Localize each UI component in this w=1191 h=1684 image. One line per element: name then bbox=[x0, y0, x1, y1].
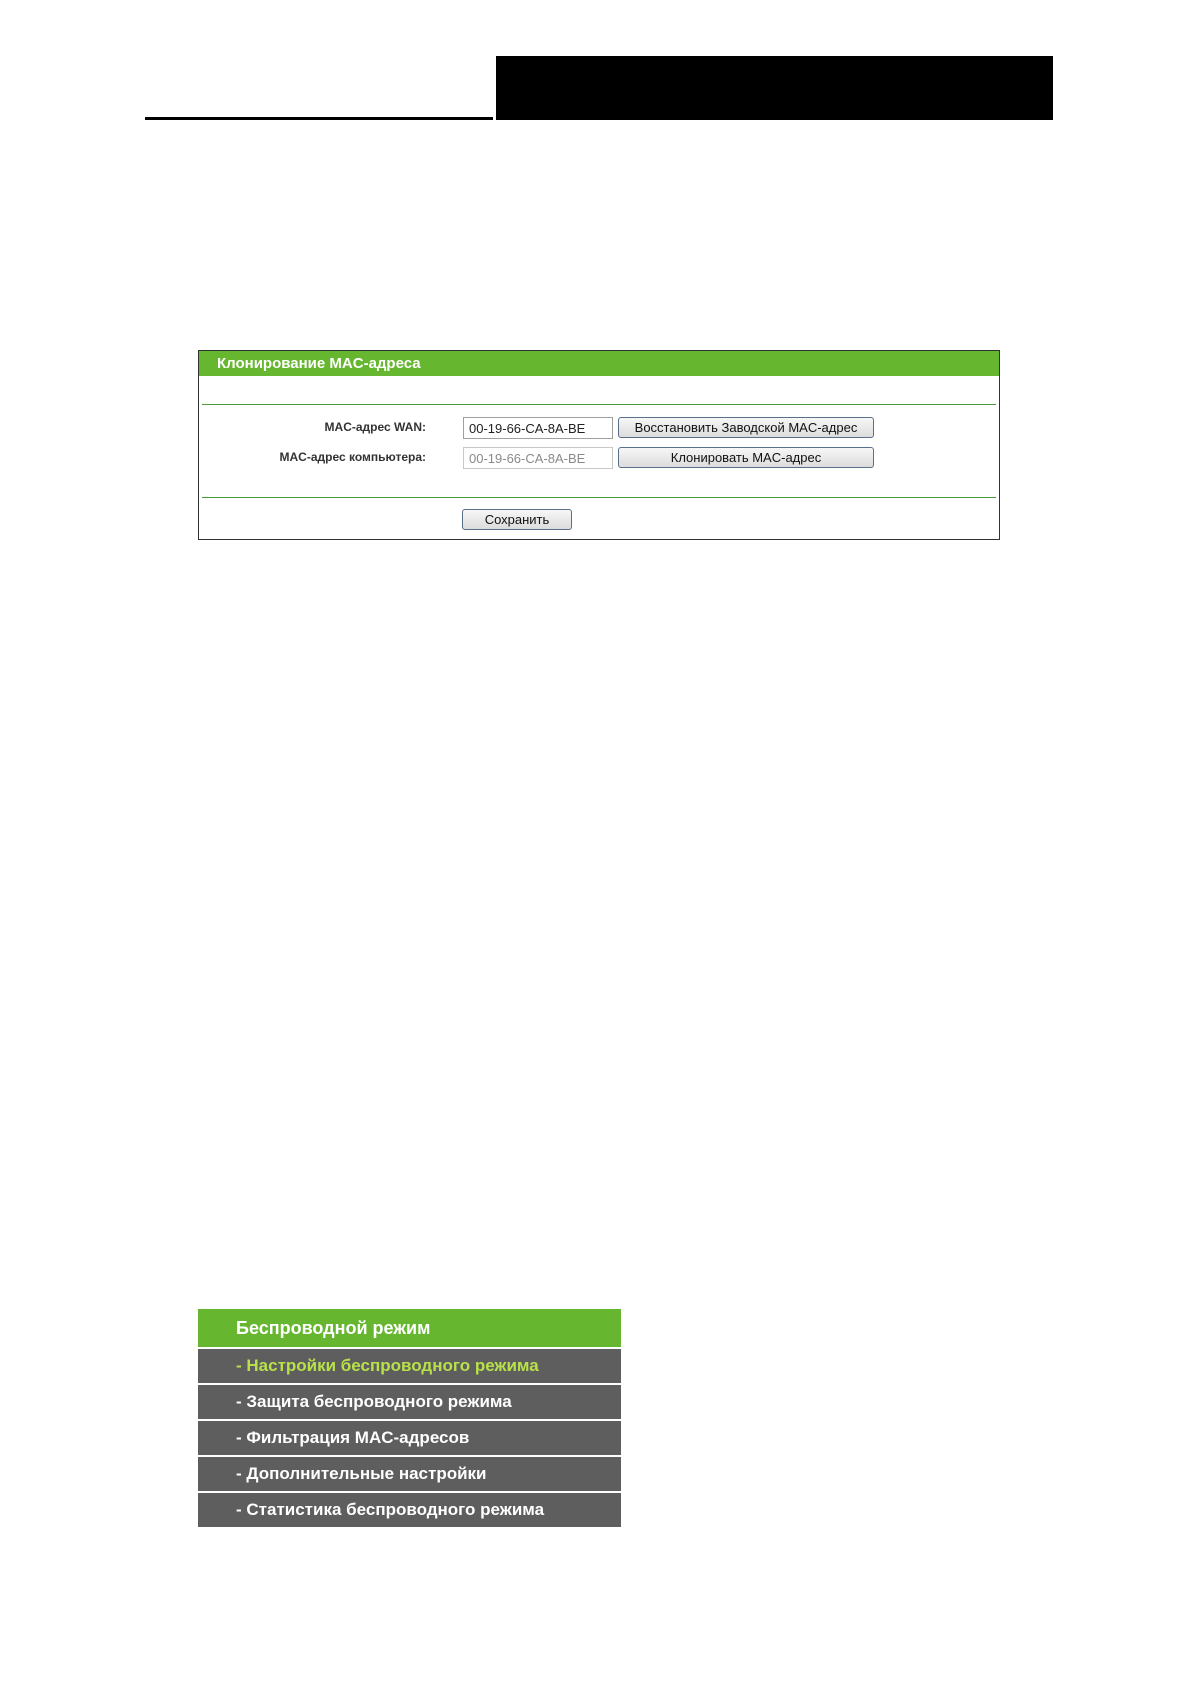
restore-factory-mac-button[interactable]: Восстановить Заводской MAC-адрес bbox=[618, 417, 874, 438]
page-header-block bbox=[493, 56, 1053, 120]
clone-mac-button[interactable]: Клонировать MAC-адрес bbox=[618, 447, 874, 468]
menu-item-wireless-settings[interactable]: - Настройки беспроводного режима bbox=[198, 1349, 621, 1383]
wan-mac-row bbox=[199, 417, 999, 439]
mac-clone-title: Клонирование MAC-адреса bbox=[199, 351, 999, 376]
menu-item-wireless-security[interactable]: - Защита беспроводного режима bbox=[198, 1385, 621, 1419]
mac-clone-panel bbox=[198, 350, 1000, 540]
pc-mac-label: MAC-адрес компьютера: bbox=[279, 450, 426, 464]
wireless-menu bbox=[198, 1309, 621, 1529]
wan-mac-input[interactable] bbox=[463, 417, 613, 439]
menu-item-wireless-statistics[interactable]: - Статистика беспроводного режима bbox=[198, 1493, 621, 1527]
pc-mac-row bbox=[199, 447, 999, 469]
menu-item-mac-filtering[interactable]: - Фильтрация MAC-адресов bbox=[198, 1421, 621, 1455]
wan-mac-label: MAC-адрес WAN: bbox=[324, 420, 426, 434]
panel-divider-top bbox=[202, 404, 996, 405]
save-button[interactable]: Сохранить bbox=[462, 509, 572, 530]
menu-item-advanced-settings[interactable]: - Дополнительные настройки bbox=[198, 1457, 621, 1491]
panel-divider-bottom bbox=[202, 497, 996, 498]
menu-header-wireless[interactable]: Беспроводной режим bbox=[198, 1309, 621, 1347]
pc-mac-input bbox=[463, 447, 613, 469]
